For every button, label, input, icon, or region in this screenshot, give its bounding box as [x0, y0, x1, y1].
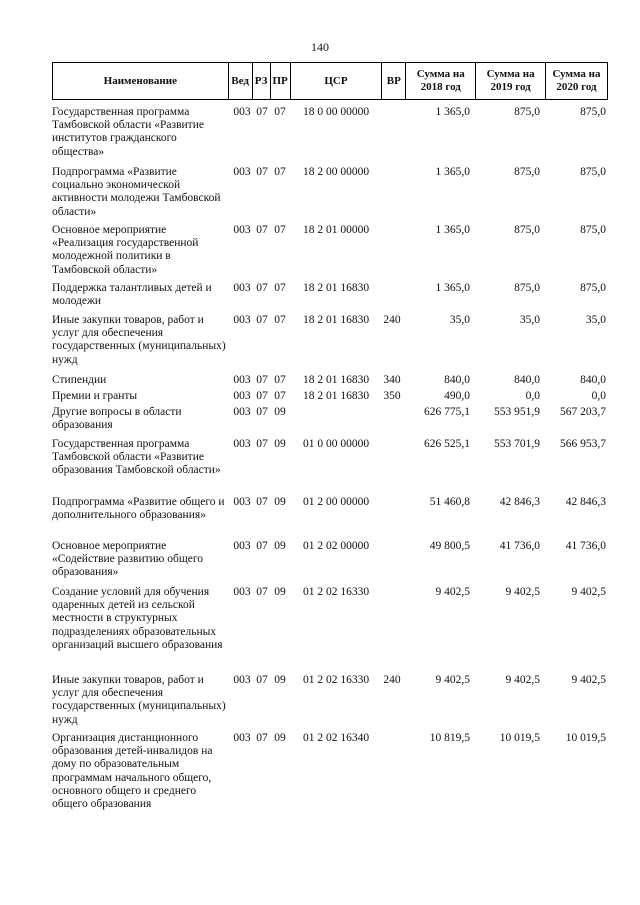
- row-ved: 003: [233, 224, 251, 236]
- row-csr: 18 2 01 16830: [302, 374, 370, 386]
- header-vr: ВР: [382, 63, 406, 100]
- row-csr: 01 2 02 16330: [302, 586, 370, 598]
- row-vr: 240: [383, 314, 401, 326]
- row-sum-2020: 566 953,7: [560, 438, 606, 450]
- row-csr: 01 2 02 16330: [302, 674, 370, 686]
- row-name: Основное мероприятие «Реализация государственной молодежной политики в Тамбовской области»: [52, 224, 199, 276]
- row-rz: 07: [256, 314, 268, 326]
- row-sum-2019: 840,0: [514, 374, 540, 386]
- row-sum-2020: 42 846,3: [565, 496, 606, 508]
- row-rz: 07: [256, 282, 268, 294]
- row-csr: 18 2 01 00000: [302, 224, 370, 236]
- row-csr: 18 0 00 00000: [302, 106, 370, 118]
- row-name: Государственная программа Тамбовской области «Развитие институтов гражданского общества»: [52, 106, 204, 158]
- header-csr: ЦСР: [290, 63, 382, 100]
- row-pr: 07: [274, 224, 286, 236]
- row-sum-2020: 875,0: [580, 166, 606, 178]
- row-csr: 01 0 00 00000: [302, 438, 370, 450]
- row-sum-2018: 49 800,5: [429, 540, 470, 552]
- row-pr: 07: [274, 390, 286, 402]
- row-sum-2018: 1 365,0: [435, 224, 470, 236]
- row-rz: 07: [256, 406, 268, 418]
- row-vr: 350: [383, 390, 401, 402]
- row-sum-2020: 567 203,7: [560, 406, 606, 418]
- row-name: Создание условий для обучения одаренных детей из сельской местности в структурных подразделениях образовательных организаций высшего образования: [52, 586, 223, 651]
- row-vr: 240: [383, 674, 401, 686]
- row-sum-2018: 840,0: [444, 374, 470, 386]
- row-ved: 003: [233, 406, 251, 418]
- row-csr: 01 2 00 00000: [302, 496, 370, 508]
- row-rz: 07: [256, 390, 268, 402]
- row-rz: 07: [256, 106, 268, 118]
- row-csr: 01 2 02 16340: [302, 732, 370, 744]
- row-sum-2020: 875,0: [580, 282, 606, 294]
- row-pr: 07: [274, 282, 286, 294]
- row-pr: 09: [274, 438, 286, 450]
- row-rz: 07: [256, 586, 268, 598]
- row-sum-2020: 0,0: [591, 390, 606, 402]
- row-name: Государственная программа Тамбовской области «Развитие образования Тамбовской области»: [52, 438, 221, 477]
- row-csr: 01 2 02 00000: [302, 540, 370, 552]
- row-pr: 09: [274, 732, 286, 744]
- row-rz: 07: [256, 224, 268, 236]
- row-pr: 07: [274, 314, 286, 326]
- row-rz: 07: [256, 540, 268, 552]
- row-name: Подпрограмма «Развитие общего и дополнительного образования»: [52, 496, 225, 522]
- row-ved: 003: [233, 166, 251, 178]
- row-ved: 003: [233, 106, 251, 118]
- row-sum-2018: 51 460,8: [429, 496, 470, 508]
- row-name: Основное мероприятие «Содействие развитию общего образования»: [52, 540, 204, 579]
- row-sum-2019: 41 736,0: [499, 540, 540, 552]
- row-rz: 07: [256, 166, 268, 178]
- row-sum-2020: 41 736,0: [565, 540, 606, 552]
- row-ved: 003: [233, 540, 251, 552]
- row-sum-2019: 875,0: [514, 282, 540, 294]
- row-pr: 07: [274, 166, 286, 178]
- row-ved: 003: [233, 586, 251, 598]
- row-sum-2019: 553 951,9: [494, 406, 540, 418]
- row-csr: 18 2 01 16830: [302, 390, 370, 402]
- row-name: Стипендии: [52, 374, 107, 386]
- row-sum-2018: 626 775,1: [424, 406, 470, 418]
- row-sum-2018: 1 365,0: [435, 282, 470, 294]
- row-name: Подпрограмма «Развитие социально экономической активности молодежи Тамбовской области»: [52, 166, 221, 218]
- row-sum-2018: 9 402,5: [435, 674, 470, 686]
- row-sum-2018: 626 525,1: [424, 438, 470, 450]
- row-rz: 07: [256, 374, 268, 386]
- row-pr: 07: [274, 106, 286, 118]
- row-rz: 07: [256, 496, 268, 508]
- row-sum-2018: 1 365,0: [435, 166, 470, 178]
- row-pr: 09: [274, 674, 286, 686]
- row-ved: 003: [233, 282, 251, 294]
- row-sum-2019: 9 402,5: [505, 674, 540, 686]
- row-csr: 18 2 01 16830: [302, 282, 370, 294]
- row-ved: 003: [233, 674, 251, 686]
- row-sum-2019: 875,0: [514, 224, 540, 236]
- row-name: Организация дистанционного образования детей-инвалидов на дому по образовательным программам начального общего, основного общего и среднего общего образования: [52, 732, 213, 811]
- row-sum-2020: 875,0: [580, 106, 606, 118]
- row-ved: 003: [233, 732, 251, 744]
- header-name: Наименование: [53, 63, 229, 100]
- row-pr: 09: [274, 496, 286, 508]
- row-ved: 003: [233, 496, 251, 508]
- row-name: Иные закупки товаров, работ и услуг для обеспечения государственных (муниципальных) нужд: [52, 674, 226, 726]
- row-sum-2020: 840,0: [580, 374, 606, 386]
- row-pr: 09: [274, 586, 286, 598]
- row-sum-2019: 553 701,9: [494, 438, 540, 450]
- table-header: [52, 62, 608, 100]
- row-sum-2020: 35,0: [585, 314, 606, 326]
- row-sum-2019: 9 402,5: [505, 586, 540, 598]
- row-ved: 003: [233, 314, 251, 326]
- row-sum-2018: 35,0: [449, 314, 470, 326]
- row-ved: 003: [233, 438, 251, 450]
- header-pr: ПР: [270, 63, 290, 100]
- row-sum-2020: 9 402,5: [571, 586, 606, 598]
- header-sum-2018: Сумма на 2018 год: [406, 63, 476, 100]
- row-sum-2020: 9 402,5: [571, 674, 606, 686]
- row-pr: 09: [274, 540, 286, 552]
- header-rz: РЗ: [252, 63, 270, 100]
- row-rz: 07: [256, 732, 268, 744]
- row-csr: 18 2 00 00000: [302, 166, 370, 178]
- row-pr: 07: [274, 374, 286, 386]
- header-sum-2020: Сумма на 2020 год: [546, 63, 608, 100]
- row-sum-2018: 10 819,5: [429, 732, 470, 744]
- row-sum-2018: 1 365,0: [435, 106, 470, 118]
- row-sum-2019: 10 019,5: [499, 732, 540, 744]
- row-sum-2019: 875,0: [514, 106, 540, 118]
- row-ved: 003: [233, 374, 251, 386]
- row-pr: 09: [274, 406, 286, 418]
- row-vr: 340: [383, 374, 401, 386]
- row-sum-2018: 9 402,5: [435, 586, 470, 598]
- row-sum-2019: 35,0: [519, 314, 540, 326]
- row-rz: 07: [256, 674, 268, 686]
- row-rz: 07: [256, 438, 268, 450]
- row-csr: 18 2 01 16830: [302, 314, 370, 326]
- header-sum-2019: Сумма на 2019 год: [476, 63, 546, 100]
- row-sum-2020: 10 019,5: [565, 732, 606, 744]
- row-sum-2020: 875,0: [580, 224, 606, 236]
- row-name: Поддержка талантливых детей и молодежи: [52, 282, 212, 308]
- header-ved: Вед: [228, 63, 252, 100]
- row-sum-2019: 875,0: [514, 166, 540, 178]
- row-sum-2019: 42 846,3: [499, 496, 540, 508]
- row-name: Премии и гранты: [52, 390, 138, 402]
- row-sum-2018: 490,0: [444, 390, 470, 402]
- row-sum-2019: 0,0: [525, 390, 540, 402]
- row-name: Другие вопросы в области образования: [52, 406, 182, 432]
- row-name: Иные закупки товаров, работ и услуг для обеспечения государственных (муниципальных) нужд: [52, 314, 226, 366]
- page-number: 140: [311, 40, 329, 54]
- row-ved: 003: [233, 390, 251, 402]
